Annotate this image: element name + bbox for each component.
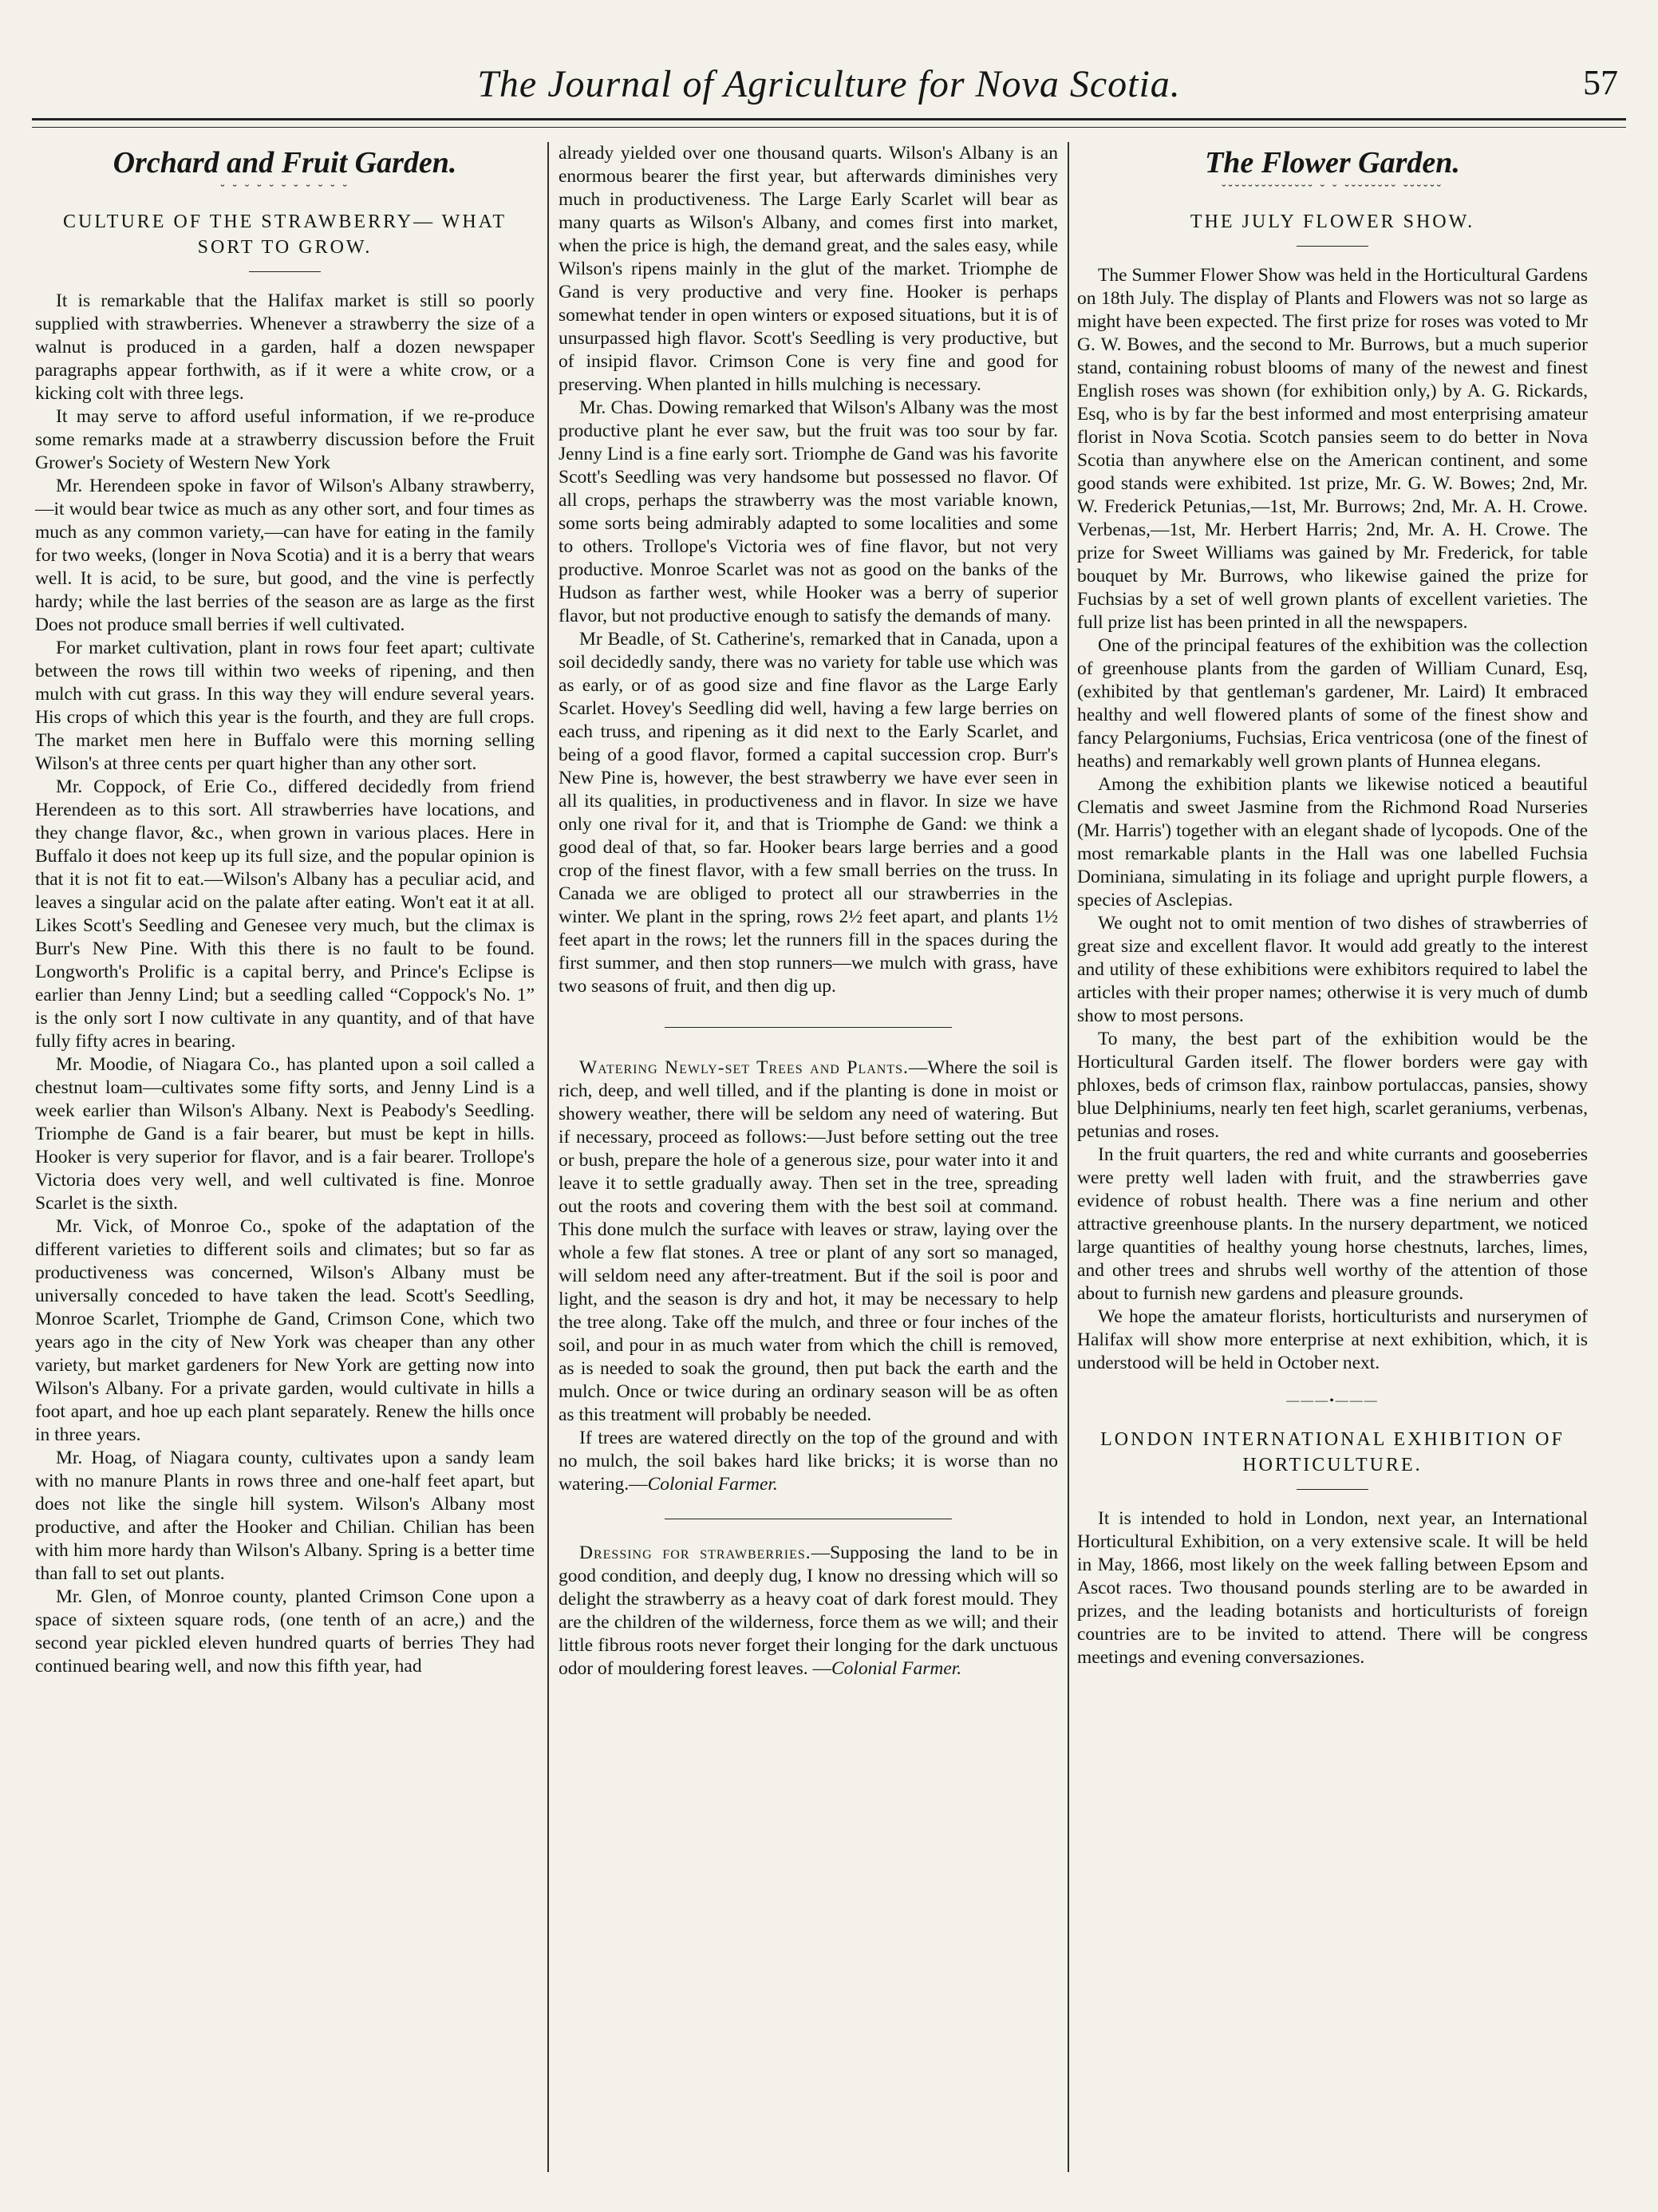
- paragraph: already yielded over one thousand quarts. Wilson's Albany is an enormous bearer the first year, but afterwards diminishes very much in productiveness. The Large Early Scarlet will bear as many quarts as Wilson's Albany, and comes first into market, when the price is high, the demand great, and the sales easy, while Wilson's ripens mainly in the glut of the market. Triomphe de Gand is very productive and very fine. Hooker is perhaps somewhat tender in open winters or exposed situations, but it is of unsurpassed high flavor. Scott's Seedling is very productive, but of insipid flavor. Crimson Cone is very fine and good for preserving. When planted in hills mulching is necessary.: [559, 143, 1058, 395]
- header-rule: [32, 118, 1626, 128]
- page-header: [32, 62, 1626, 113]
- section-title: Orchard and Fruit Garden.: [113, 146, 457, 180]
- paragraph: Among the exhibition plants we likewise noticed a beautiful Clematis and sweet Jasmine from the Richmond Road Nurseries (Mr. Harris') together with an elegant shade of lycopods. One of the most remarkable plants in the Hall was one labelled Fuchsia Dominiana, simulating in its foliage and upright purple flowers, a species of Asclepias.: [1077, 774, 1588, 910]
- paragraph: Mr. Herendeen spoke in favor of Wilson's Albany strawberry,—it would bear twice as much as any other sort, and four times as much as any common variety,—can have for eating in the family for two weeks, (longer in Nova Scotia) and it is a berry that wears well. It is acid, to be sure, but good, and the vine is perfectly hardy; while the last berries of the season are as large as the first Does not produce small berries if well cultivated.: [35, 476, 535, 635]
- paragraph-text: —Where the soil is rich, deep, and well tilled, and if the planting is done in moist or showery weather, there will be seldom any need of watering. But if necessary, proceed as follows:—Just before setting out the tree or bush, prepare the hole of a generous size, pour water into it and leave it to settle gradually away. Then set in the tree, spreading out the roots and covering them with the best soil at command. This done mulch the surface with leaves or straw, laying over the whole a few flat stones. A tree or plant of any sort so managed, will seldom need any after-treatment. But if the soil is poor and light, and the season is dry and hot, it may be necessary to help the tree along. Take off the mulch, and three or four inches of the soil, and pour in as much water from which the chill is removed, as is needed to soak the ground, then put back the earth and the mulch. Once or twice during an ordinary season will be as often as this treatment will probably be needed.: [559, 1057, 1058, 1425]
- paragraph: For market cultivation, plant in rows four feet apart; cultivate between the rows till within two weeks of ripening, and then mulch with cut grass. In this way they will endure several years. His crops of which this year is the fourth, and they are full crops. The market men here in Buffalo were this morning selling Wilson's at three cents per quart higher than any other sort.: [35, 638, 535, 774]
- masthead: The Journal of Agriculture for Nova Scotia.: [477, 63, 1181, 105]
- column-1: [35, 142, 535, 2180]
- paragraph: It may serve to afford useful information, if we re-produce some remarks made at a strawberry discussion before the Fruit Grower's Society of Western New York: [35, 406, 535, 473]
- paragraph: [559, 1542, 1058, 1681]
- paragraph: We ought not to omit mention of two dishes of strawberries of great size and excellent flavor. It would add greatly to the interest and utility of these exhibitions were exhibitors required to label the articles with their proper names; otherwise it is very much of dumb show to most persons.: [1077, 913, 1588, 1026]
- page-number: 57: [1583, 63, 1618, 102]
- paragraph: One of the principal features of the exhibition was the collection of greenhouse plants from the garden of William Cunard, Esq, (exhibited by that gentleman's gardener, Mr. Laird) It embraced healthy and well flowered plants of some of the finest show and fancy Pelargoniums, Fuchsias, Erica ventricosa (one of the finest of heaths) and remarkably well grown plants of Hunnea elegans.: [1077, 635, 1588, 772]
- paragraph: Mr Beadle, of St. Catherine's, remarked that in Canada, upon a soil decidedly sandy, there was no variety for table use which was as early, or of as good size and fine flavor as the Large Early Scarlet. Hovey's Seedling did well, having a few large berries on each truss, and ripening as it did next to the Early Scarlet, and being of a good flavor, formed a capital succession crop. Burr's New Pine is, however, the best strawberry we have ever seen in all its qualities, in productiveness and in flavor. In size we have only one rival for it, and that is Triomphe de Gand: we think a good deal of that, so far. Hooker bears large berries and a good crop of the finest flavor, with a few small berries on the truss. In Canada we are obliged to protect all our strawberries in the winter. We plant in the spring, rows 2½ feet apart, and plants 1½ feet apart in the rows; let the runners fill in the spaces during the first summer, and then stop runners—we mulch with grass, have two seasons of fruit, and then dig up.: [559, 629, 1058, 997]
- ornament: ˘ ˘ ˘ ˘ ˘ ˘ ˘ ˘ ˘ ˘ ˘: [220, 183, 349, 196]
- column-2: [559, 142, 1058, 2180]
- paragraph: Mr. Vick, of Monroe Co., spoke of the adaptation of the different varieties to different soils and climates; but so far as productiveness was concerned, Wilson's Albany must be universally conceded to have taken the lead. Scott's Seedling, Monroe Scarlet, Triomphe de Gand, Crimson Cone, which two years ago in the city of New York was cheaper than any other variety, but market gardeners for New York are getting now into Wilson's Albany. For a private garden, would cultivate in hills a foot apart, and hoe up each plant separately. Renew the hills once in three years.: [35, 1216, 535, 1445]
- article-headline: LONDON INTERNATIONAL EXHIBITION OF HORTICULTURE.: [1100, 1429, 1565, 1475]
- paragraph: Mr. Coppock, of Erie Co., differed decidedly from friend Herendeen as to this sort. All strawberries have locations, and they change flavor, &c., when grown in various places. Here in Buffalo it does not keep up its full size, and the popular opinion is that it is not fit to eat.—Wilson's Albany has a peculiar acid, and leaves a singular acid on the palate after eating. Won't eat it at all. Likes Scott's Seedling and Genesee very much, but the climax is Burr's New Pine. With this there is no fault to be found. Longworth's Prolific is a capital berry, and Prince's Eclipse is earlier than Jenny Lind; but a seedling called “Coppock's No. 1” is the only sort I now cultivate in any quantity, and of that have fully fifty acres in bearing.: [35, 776, 535, 1052]
- column-3: [1077, 142, 1588, 2180]
- article-headline: THE JULY FLOWER SHOW.: [1190, 211, 1475, 232]
- paragraph: We hope the amateur florists, horticulturists and nurserymen of Halifax will show more enterprise at next exhibition, which, it is understood will be held in October next.: [1077, 1306, 1588, 1373]
- citation: Colonial Farmer.: [647, 1474, 778, 1495]
- short-rule: [1297, 1489, 1368, 1490]
- paragraph: [559, 1427, 1058, 1496]
- paragraph: Mr. Hoag, of Niagara county, cultivates upon a sandy leam with no manure Plants in rows three and one-half feet apart, but does not like the single hill system. Wilson's Albany most productive, and after the Hooker and Chilian. Chilian has been with him more hardy than Wilson's Albany. Spring is a better time than fall to set out plants.: [35, 1448, 535, 1584]
- article-headline: Watering Newly-set Trees and Plants.: [579, 1057, 909, 1078]
- ornament: ˘˘˘˘˘˘˘˘˘˘˘˘˘˘ ˘ ˘ ˘˘˘˘˘˘˘˘ ˘˘˘˘˘˘: [1222, 183, 1443, 196]
- paragraph-text: If trees are watered directly on the top of the ground and with no mulch, the soil bakes hard like bricks; it is worse than no watering.—: [559, 1428, 1058, 1495]
- section-title: The Flower Garden.: [1205, 146, 1460, 180]
- article-separator: [665, 1027, 952, 1028]
- short-rule: [249, 271, 321, 272]
- paragraph: [559, 1057, 1058, 1427]
- article-headline: CULTURE OF THE STRAWBERRY— WHAT SORT TO GROW.: [62, 211, 507, 258]
- paragraph: The Summer Flower Show was held in the Horticultural Gardens on 18th July. The display of Plants and Flowers was not so large as might have been expected. The first prize for roses was voted to Mr G. W. Bowes, and the second to Mr. Burrows, but a much superior stand, containing robust blooms of many of the newest and finest English roses was shown (for exhibition only,) by A. G. Rickards, Esq, who is by far the best informed and most enterprising amateur florist in Nova Scotia. Scotch pansies seem to do better in Nova Scotia than anywhere else on the American continent, and some good stands were exhibited. 1st prize, Mr. G. W. Bowes; 2nd, Mr. W. Frederick Petunias,—1st, Mr. Burrows; 2nd, Mr. A. H. Crowe. Verbenas,—1st, Mr. Herbert Harris; 2nd, Mr. A. H. Crowe. The prize for Sweet Williams was gained by Mr. Frederick, for table bouquet by Mr. Burrows, who likewise gained the prize for Fuchsias by a set of well grown plants of excellent varieties. The full prize list has been printed in all the newspapers.: [1077, 265, 1588, 633]
- column-divider: [1068, 142, 1069, 2172]
- paragraph: To many, the best part of the exhibition would be the Horticultural Garden itself. The flower borders were gay with phloxes, beds of crimson flax, rainbow portulaccas, pansies, showy blue Delphiniums, nearly ten feet high, scarlet geraniums, verbenas, petunias and roses.: [1077, 1029, 1588, 1142]
- paragraph: Mr. Chas. Dowing remarked that Wilson's Albany was the most productive plant he ever saw, but the fruit was too sour by far. Jenny Lind is a fine early sort. Triomphe de Gand was his favorite Scott's Seedling was very handsome but possessed no flavor. Of all crops, perhaps the strawberry was the most variable known, some sorts being admirably adapted to some localities and some to others. Trollope's Victoria wes of fine flavor, but not very productive. Monroe Scarlet was not as good on the banks of the Hudson as farther west, while Hooker was a berry of superior flavor, but not productive enough to satisfy the demands of many.: [559, 397, 1058, 626]
- short-rule: [1297, 246, 1368, 247]
- paragraph: Mr. Glen, of Monroe county, planted Crimson Cone upon a space of sixteen square rods, (one tenth of an acre,) and the second year pickled eleven hundred quarts of berries They had continued bearing well, and now this fifth year, had: [35, 1586, 535, 1677]
- ornament-divider: ———•———: [1286, 1394, 1379, 1408]
- paragraph-text: —Supposing the land to be in good condition, and deeply dug, I know no dressing which will so delight the strawberry as a heavy coat of dark forest mould. They are the children of the wilderness, force them as we will; and their little fibrous roots never forget their longing for the dark unctuous odor of mouldering forest leaves. —: [559, 1542, 1058, 1679]
- citation: Colonial Farmer.: [831, 1658, 962, 1679]
- paragraph: It is intended to hold in London, next year, an International Horticultural Exhibition, on a very extensive scale. It will be held in May, 1866, most likely on the week falling between Epsom and Ascot races. Two thousand pounds sterling are to be awarded in prizes, and the leading botanists and horticulturists of foreign countries are to be invited to attend. There will be congress meetings and evening conversaziones.: [1077, 1508, 1588, 1668]
- paragraph: In the fruit quarters, the red and white currants and gooseberries were pretty well laden with fruit, and the strawberries gave evidence of robust health. There was a fine nerium and other attractive greenhouse plants. In the nursery department, we noticed large quantities of healthy young horse chestnuts, larches, limes, and other trees and shrubs well worthy of the attention of those about to furnish new gardens and pleasure grounds.: [1077, 1144, 1588, 1304]
- column-divider: [547, 142, 549, 2172]
- article-headline: Dressing for strawberries.: [579, 1542, 811, 1563]
- paragraph: Mr. Moodie, of Niagara Co., has planted upon a soil called a chestnut loam—cultivates some fifty sorts, and Jenny Lind is a week earlier than Wilson's Albany. Next is Peabody's Seedling. Triomphe de Gand is a fair bearer, but must be kept in hills. Hooker is very superior for flavor, and is a fair bearer. Trollope's Victoria does very well, and well cultivated is fine. Monroe Scarlet is the sixth.: [35, 1054, 535, 1214]
- paragraph: It is remarkable that the Halifax market is still so poorly supplied with strawberries. Whenever a strawberry the size of a walnut is produced in a garden, half a dozen newspaper paragraphs appear forthwith, as if it were a white crow, or a kicking colt with three legs.: [35, 290, 535, 404]
